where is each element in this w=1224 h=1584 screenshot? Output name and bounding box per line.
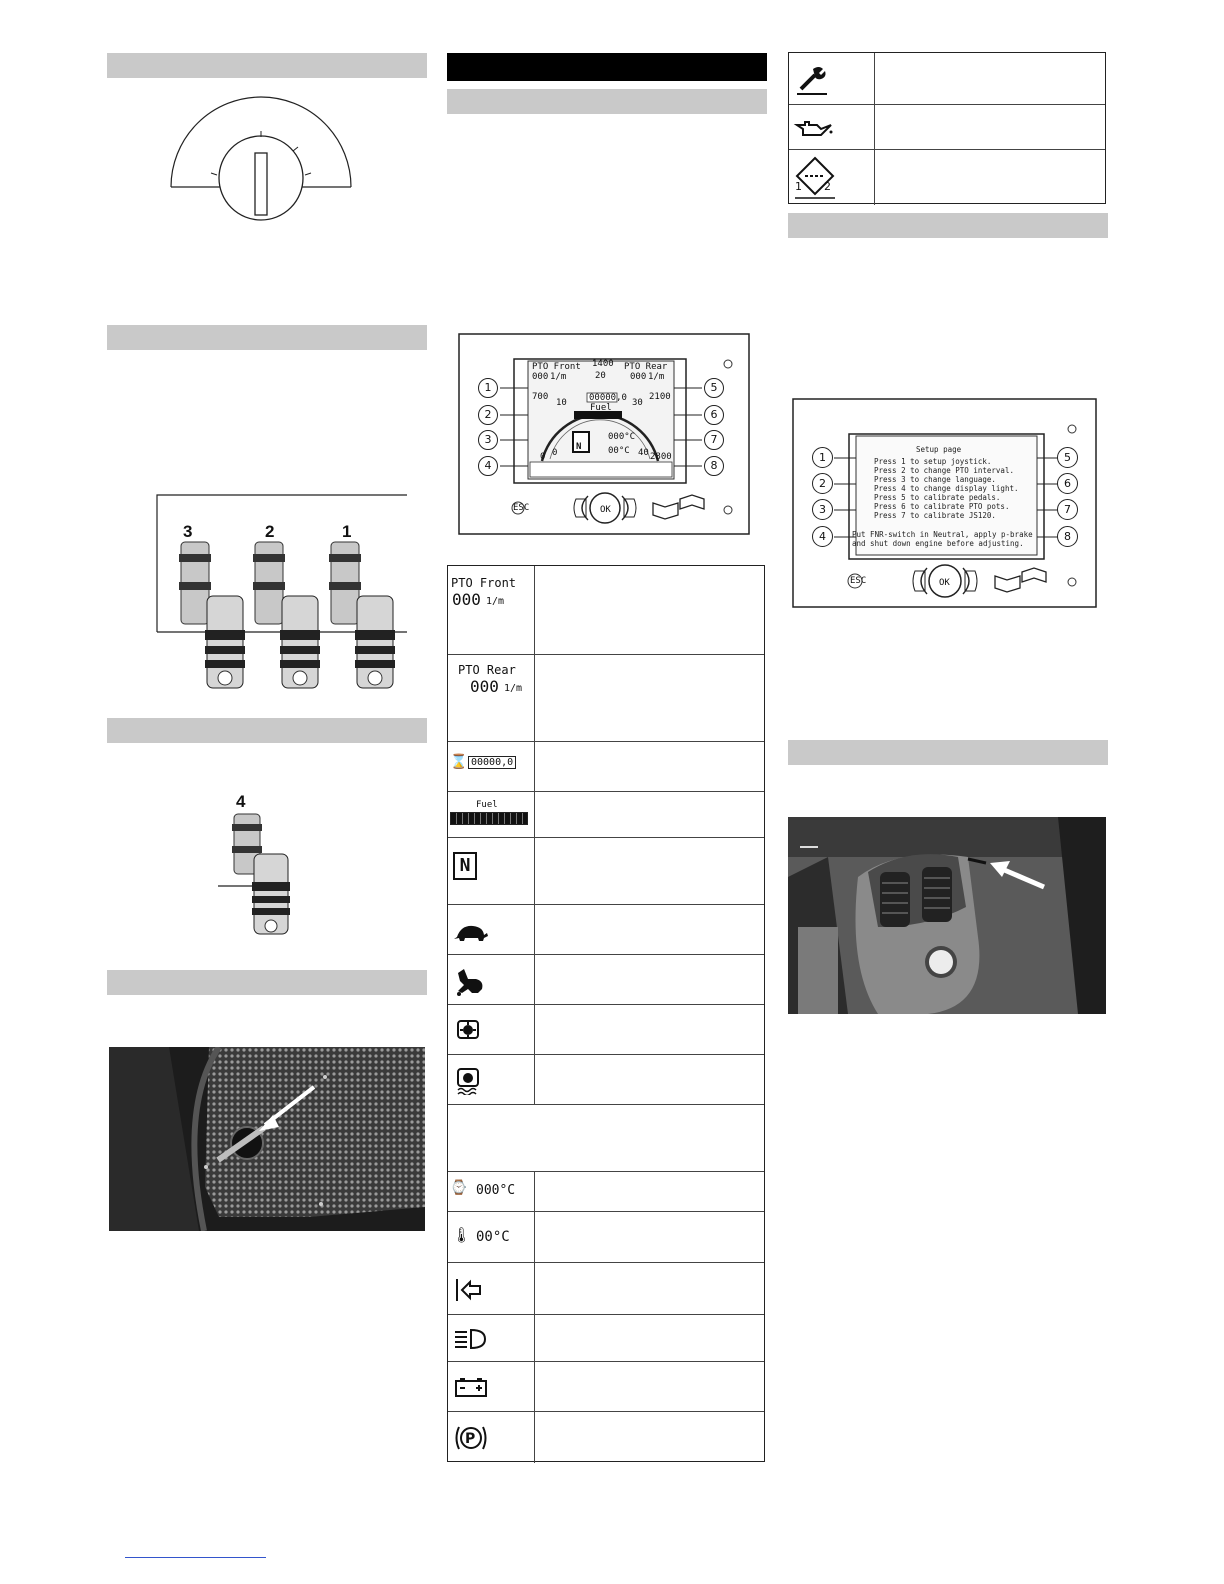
battery-icon <box>454 1376 488 1398</box>
hour-meter-value: 00000,0 <box>468 756 516 769</box>
lcd-fuel-label: Fuel <box>590 403 612 413</box>
table-row <box>448 904 764 954</box>
display-button-3[interactable] <box>478 430 498 450</box>
headlight-icon <box>453 1327 487 1351</box>
table-row <box>448 1314 764 1361</box>
setup-button-5[interactable] <box>1057 447 1078 468</box>
oil-can-icon <box>793 117 833 139</box>
section-header-bar <box>788 213 1108 238</box>
button-number: 1 <box>819 451 826 464</box>
lcd-oil-temp: 00°C <box>608 446 630 456</box>
hare-icon <box>454 967 486 997</box>
neutral-gear-icon <box>453 852 477 880</box>
esc-button-label: ESC <box>850 576 867 586</box>
setup-button-2[interactable] <box>812 473 833 494</box>
table-row <box>448 1262 764 1314</box>
coupler-label-3: 3 <box>183 522 193 541</box>
pto-rear-unit: 1/m <box>504 683 523 694</box>
table-row <box>448 741 764 791</box>
gear-letter: N <box>459 855 471 876</box>
battery-switch-photo <box>109 1047 425 1231</box>
display-symbol-table <box>447 565 765 1462</box>
instrument-display-panel <box>458 333 750 535</box>
table-row <box>448 1211 764 1262</box>
setup-line: Press 6 to calibrate PTO pots. <box>874 502 1010 511</box>
pto-rear-label: PTO Rear <box>458 663 516 677</box>
section-header-bar <box>788 740 1108 765</box>
button-number: 2 <box>819 477 826 490</box>
setup-button-7[interactable] <box>1057 499 1078 520</box>
table-row <box>448 1361 764 1411</box>
ok-button-label: OK <box>939 578 950 588</box>
coupler-label-1: 1 <box>342 522 352 541</box>
table-row <box>448 566 764 654</box>
service-number-2: 2 <box>824 180 831 193</box>
setup-title: Setup page <box>916 445 962 454</box>
table-row <box>448 954 764 1004</box>
setup-line: Press 2 to change PTO interval. <box>874 466 1014 475</box>
speed-tick-label: 0 <box>552 448 558 458</box>
hydraulic-couplers-photo <box>145 492 407 697</box>
setup-line: Press 5 to calibrate pedals. <box>874 493 1001 502</box>
button-number: 8 <box>1064 530 1071 543</box>
oil-temperature-icon: 🌡 <box>452 1226 472 1244</box>
setup-button-4[interactable] <box>812 526 833 547</box>
button-number: 4 <box>819 530 826 543</box>
footer-link-underline <box>125 1557 266 1558</box>
display-button-2[interactable] <box>478 405 498 425</box>
ignition-switch-diagram <box>165 95 357 230</box>
table-row <box>448 654 764 741</box>
setup-button-3[interactable] <box>812 499 833 520</box>
table-row <box>789 149 1105 205</box>
rpm-tick-label: 1400 <box>592 359 614 369</box>
joystick-photo <box>788 817 1106 1014</box>
chapter-header-bar <box>447 53 767 81</box>
display-button-5[interactable] <box>704 378 724 398</box>
lcd-pto-rear-value: 000 <box>630 372 647 382</box>
rpm-tick-label: 0 <box>540 452 546 462</box>
svg-text:P: P <box>465 1431 476 1447</box>
engine-temp-value: 000°C <box>476 1183 516 1198</box>
table-row <box>448 791 764 837</box>
table-row <box>448 1004 764 1054</box>
section-header-bar <box>107 970 427 995</box>
display-button-7[interactable] <box>704 430 724 450</box>
service-interval-icon <box>793 154 837 202</box>
button-number: 7 <box>1064 503 1071 516</box>
speed-tick-label: 30 <box>632 398 643 408</box>
lcd-hour-meter: 00000,0 <box>589 393 627 403</box>
button-number: 4 <box>484 459 492 472</box>
table-row <box>789 53 1105 104</box>
lcd-pto-front-unit: 1/m <box>550 372 567 382</box>
display-button-1[interactable] <box>478 378 498 398</box>
speed-tick-label: 20 <box>595 371 606 381</box>
button-number: 5 <box>1064 451 1071 464</box>
turn-indicator-icon <box>454 1277 484 1303</box>
setup-line: Press 3 to change language. <box>874 475 996 484</box>
table-row <box>789 104 1105 149</box>
wrench-icon <box>795 63 829 97</box>
pto-front-value: 000 <box>452 590 481 609</box>
button-number: 1 <box>484 381 492 394</box>
section-header-bar <box>447 89 767 114</box>
esc-button-label: ESC <box>513 503 530 513</box>
fuel-label: Fuel <box>476 800 498 810</box>
button-number: 6 <box>710 408 718 421</box>
transmission-temperature-icon <box>456 1067 480 1095</box>
lcd-pto-front-value: 000 <box>532 372 549 382</box>
table-row <box>448 1411 764 1463</box>
setup-button-8[interactable] <box>1057 526 1078 547</box>
transmission-warning-icon <box>456 1019 480 1043</box>
display-button-6[interactable] <box>704 405 724 425</box>
turtle-icon <box>453 923 489 943</box>
setup-line: Press 1 to setup joystick. <box>874 457 992 466</box>
table-row <box>448 837 764 904</box>
pto-front-unit: 1/m <box>486 596 505 607</box>
service-symbol-table <box>788 52 1106 204</box>
button-number: 8 <box>710 459 718 472</box>
setup-line: Press 7 to calibrate JS120. <box>874 511 996 520</box>
coupler-label-2: 2 <box>265 522 275 541</box>
speed-tick-label: 40 <box>638 448 649 458</box>
rpm-tick-label: 2800 <box>650 452 672 462</box>
lcd-pto-front-label: PTO Front <box>532 362 581 372</box>
display-button-4[interactable] <box>478 456 498 476</box>
pto-rear-value: 000 <box>470 677 499 696</box>
parking-brake-icon <box>453 1424 489 1452</box>
setup-footer-line: and shut down engine before adjusting. <box>852 539 1024 548</box>
speed-tick-label: 10 <box>556 398 567 408</box>
section-header-bar <box>107 325 427 350</box>
button-number: 7 <box>710 433 718 446</box>
coupler-label-4: 4 <box>236 792 246 811</box>
setup-button-1[interactable] <box>812 447 833 468</box>
table-row <box>448 1171 764 1211</box>
setup-button-6[interactable] <box>1057 473 1078 494</box>
button-number: 6 <box>1064 477 1071 490</box>
rpm-tick-label: 700 <box>532 392 549 402</box>
fuel-gauge-bar <box>450 812 528 825</box>
lcd-pto-rear-unit: 1/m <box>648 372 665 382</box>
section-header-bar <box>107 53 427 78</box>
setup-page-panel <box>792 398 1098 610</box>
lcd-gear-indicator: N <box>576 442 582 452</box>
ok-button-label: OK <box>600 505 611 515</box>
table-row <box>448 1104 764 1171</box>
single-coupler-photo <box>218 790 298 940</box>
hourglass-icon: ⌛ <box>450 754 468 770</box>
rpm-tick-label: 2100 <box>649 392 671 402</box>
button-number: 2 <box>484 408 492 421</box>
button-number: 3 <box>484 433 492 446</box>
lcd-pto-rear-label: PTO Rear <box>624 362 668 372</box>
lcd-engine-temp: 000°C <box>608 432 636 442</box>
engine-temperature-icon: ⌚ <box>450 1180 468 1196</box>
setup-line: Press 4 to change display light. <box>874 484 1019 493</box>
oil-temp-value: 00°C <box>476 1229 510 1245</box>
table-row <box>448 1054 764 1104</box>
button-number: 5 <box>710 381 718 394</box>
section-header-bar <box>107 718 427 743</box>
display-button-8[interactable] <box>704 456 724 476</box>
pto-front-label: PTO Front <box>451 576 517 590</box>
service-number-1: 1 <box>795 180 802 193</box>
button-number: 3 <box>819 503 826 516</box>
setup-footer-line: Put FNR-switch in Neutral, apply p-brake <box>852 530 1033 539</box>
